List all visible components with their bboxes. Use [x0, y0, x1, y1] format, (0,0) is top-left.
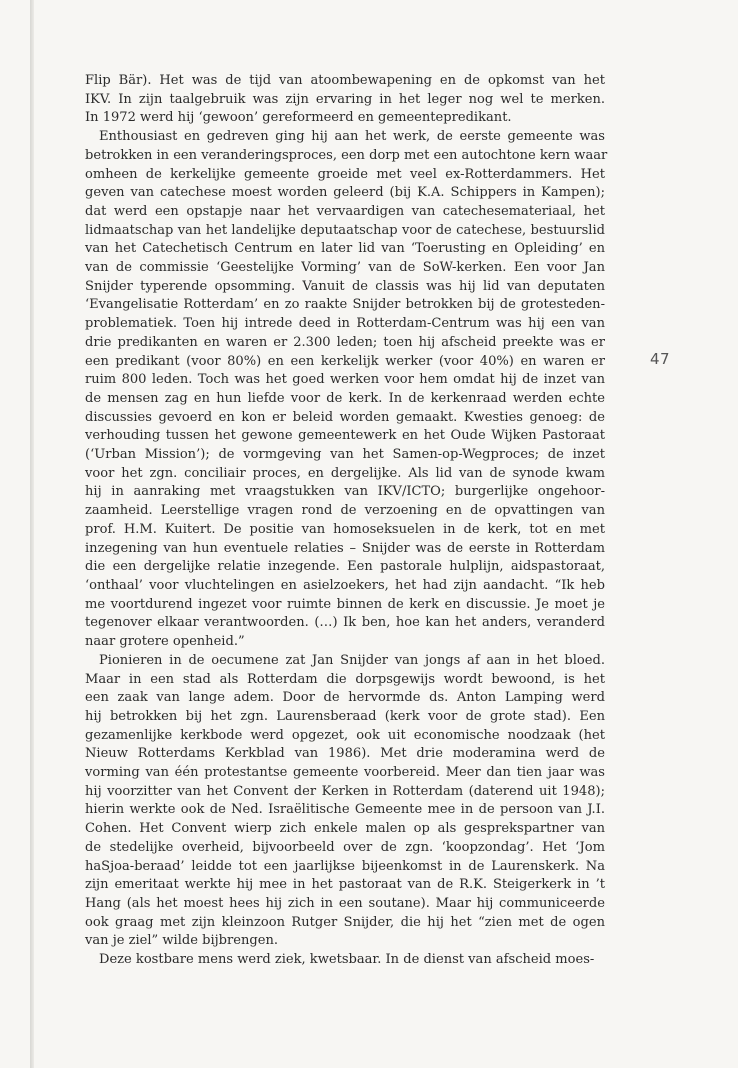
text-line: Enthousiast en gedreven ging hij aan het werk, de eerste gemeente was: [99, 129, 605, 145]
text-line: omheen de kerkelijke gemeente groeide met veel ex-Rotterdammers. Het: [85, 166, 605, 182]
text-line: lidmaatschap van het landelijke deputaatschap voor de catechese, bestuurslid: [85, 222, 605, 238]
text-line: Flip Bär). Het was de tijd van atoombewapening en de opkomst van het: [85, 73, 605, 88]
text-line: ruim 800 leden. Toch was het goed werken voor hem omdat hij de inzet van: [85, 372, 605, 388]
text-line: van je ziel” wilde bijbrengen.: [85, 933, 279, 949]
text-line: van het Catechetisch Centrum en later lid van ‘Toerusting en Opleiding’ en: [85, 241, 605, 257]
text-line: naar grotere openheid.”: [85, 634, 245, 650]
text-line: me voortdurend ingezet voor ruimte binnen de kerk en discussie. Je moet je: [85, 596, 605, 612]
page-number: 47: [650, 350, 671, 368]
text-line: die een dergelijke relatie inzegende. Een pastorale hulplijn, aidspastoraat,: [85, 559, 605, 575]
text-line: Snijder typerende opsomming. Vanuit de classis was hij lid van deputaten: [85, 278, 605, 294]
text-line: discussies gevoerd en kon er beleid worden gemaakt. Kwesties genoeg: de: [85, 409, 605, 425]
text-line: hij betrokken bij het zgn. Laurensberaad (kerk voor de grote stad). Een: [85, 708, 605, 724]
text-line: Cohen. Het Convent wierp zich enkele malen op als gesprekspartner van: [85, 821, 605, 837]
text-line: ‘Evangelisatie Rotterdam’ en zo raakte Snijder betrokken bij de grotesteden-: [85, 297, 605, 313]
text-line: een predikant (voor 80%) en een kerkelijk werker (voor 40%) en waren er: [85, 353, 605, 369]
text-line: tegenover elkaar verantwoorden. (…) Ik ben, hoe kan het anders, veranderd: [85, 615, 605, 631]
text-line: problematiek. Toen hij intrede deed in Rotterdam-Centrum was hij een van: [85, 316, 605, 332]
text-line: een zaak van lange adem. Door de hervormde ds. Anton Lamping werd: [85, 690, 605, 706]
text-line: hij voorzitter van het Convent der Kerken in Rotterdam (daterend uit 1948);: [85, 783, 605, 799]
text-line: ook graag met zijn kleinzoon Rutger Snijder, die hij het “zien met de ogen: [85, 914, 605, 930]
text-line: ‘onthaal’ voor vluchtelingen en asielzoekers, het had zijn aandacht. “Ik heb: [85, 577, 605, 593]
text-line: hierin werkte ook de Ned. Israëlitische Gemeente mee in de persoon van J.I.: [85, 802, 605, 818]
text-line: Nieuw Rotterdams Kerkblad van 1986). Met drie moderamina werd de: [85, 746, 605, 762]
text-line: prof. H.M. Kuitert. De positie van homoseksuelen in de kerk, tot en met: [85, 521, 605, 537]
text-line: Hang (als het moest hees hij zich in een soutane). Maar hij communiceerde: [85, 895, 605, 911]
text-line: Deze kostbare mens werd ziek, kwetsbaar. In de dienst van afscheid moes-: [99, 952, 595, 968]
text-line: zaamheid. Leerstellige vragen rond de verzoening en de opvattingen van: [85, 503, 605, 519]
text-line: van de commissie ‘Geestelijke Vorming’ van de SoW-kerken. Een voor Jan: [85, 260, 605, 276]
text-line: voor het zgn. conciliair proces, en dergelijke. Als lid van de synode kwam: [85, 465, 605, 481]
text-line: de mensen zag en hun liefde voor de kerk. In de kerkenraad werden echte: [85, 390, 605, 406]
text-line: dat werd een opstapje naar het vervaardigen van catechesemateriaal, het: [85, 203, 605, 219]
text-line: zijn emeritaat werkte hij mee in het pastoraat van de R.K. Steigerkerk in ’t: [85, 877, 605, 893]
page-gutter-shadow: [30, 0, 34, 1068]
text-line: gezamenlijke kerkbode werd opgezet, ook uit economische noodzaak (het: [85, 727, 605, 743]
text-line: de stedelijke overheid, bijvoorbeeld over de zgn. ‘koopzondag’. Het ‘Jom: [85, 839, 605, 855]
text-line: haSjoa-beraad’ leidde tot een jaarlijkse bijeenkomst in de Laurenskerk. Na: [85, 858, 605, 874]
text-line: Maar in een stad als Rotterdam die dorpsgewijs wordt bewoond, is het: [85, 671, 605, 687]
text-line: In 1972 werd hij ‘gewoon’ gereformeerd en gemeentepredikant.: [85, 110, 512, 126]
text-line: verhouding tussen het gewone gemeentewerk en het Oude Wijken Pastoraat: [85, 428, 605, 444]
text-line: hij in aanraking met vraagstukken van IKV/ICTO; burgerlijke ongehoor-: [85, 484, 605, 500]
text-line: vorming van één protestantse gemeente voorbereid. Meer dan tien jaar was: [85, 765, 605, 781]
text-line: geven van catechese moest worden geleerd (bij K.A. Schippers in Kampen);: [85, 185, 605, 201]
text-line: IKV. In zijn taalgebruik was zijn ervaring in het leger nog wel te merken.: [85, 91, 605, 107]
text-line: Pionieren in de oecumene zat Jan Snijder van jongs af aan in het bloed.: [99, 652, 605, 668]
text-line: drie predikanten en waren er 2.300 leden; toen hij afscheid preekte was er: [85, 334, 605, 350]
body-text: [85, 72, 608, 970]
text-line: inzegening van hun eventuele relaties – Snijder was de eerste in Rotterdam: [85, 540, 605, 556]
text-line: (‘Urban Mission’); de vormgeving van het Samen-op-Wegproces; de inzet: [85, 447, 605, 463]
text-line: betrokken in een veranderingsproces, een dorp met een autochtone kern waar: [85, 147, 608, 163]
